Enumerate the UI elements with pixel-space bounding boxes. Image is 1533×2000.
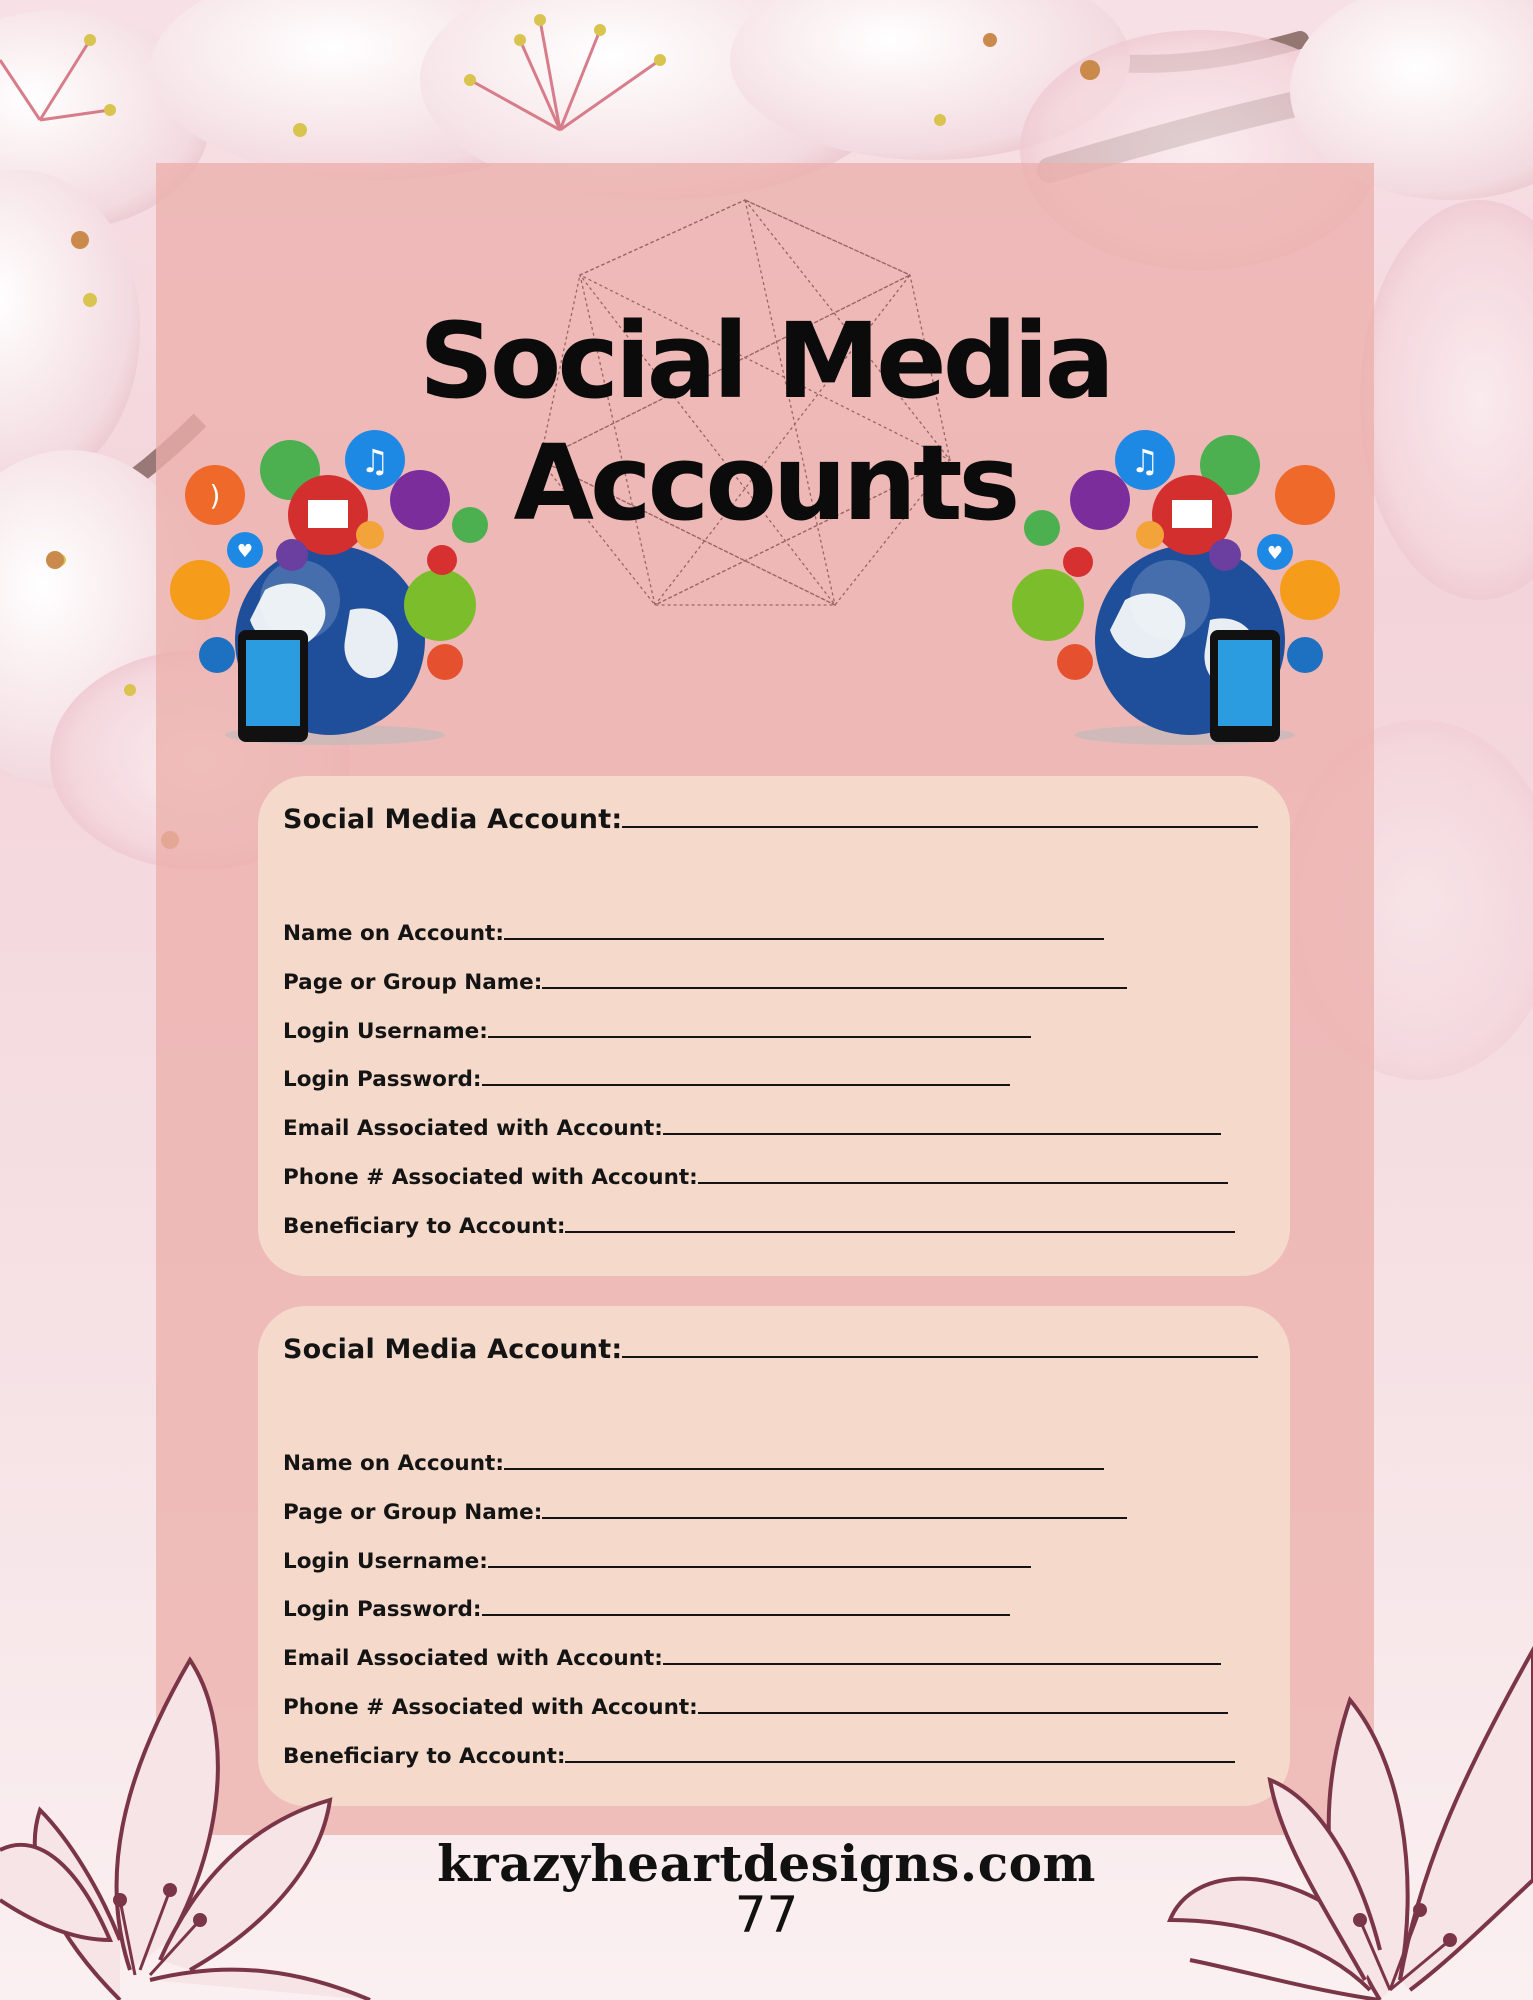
card-heading: Social Media Account: bbox=[283, 804, 1258, 835]
page-or-group-name-field[interactable]: Page or Group Name: bbox=[283, 967, 1235, 1016]
phone-associated-field[interactable]: Phone # Associated with Account: bbox=[283, 1692, 1235, 1741]
card-heading: Social Media Account: bbox=[283, 1334, 1258, 1365]
login-password-field[interactable]: Login Password: bbox=[283, 1064, 1235, 1113]
svg-text:): ) bbox=[209, 479, 221, 512]
page-or-group-name-field[interactable]: Page or Group Name: bbox=[283, 1497, 1235, 1546]
email-associated-field[interactable]: Email Associated with Account: bbox=[283, 1643, 1235, 1692]
svg-text:♫: ♫ bbox=[360, 442, 390, 480]
globe-social-media-cluster-icon bbox=[170, 430, 510, 750]
login-username-field[interactable]: Login Username: bbox=[283, 1546, 1235, 1595]
page-number: 77 bbox=[734, 1886, 799, 1944]
email-associated-field[interactable]: Email Associated with Account: bbox=[283, 1113, 1235, 1162]
name-on-account-field[interactable]: Name on Account: bbox=[283, 918, 1235, 967]
account-card-1 bbox=[258, 776, 1290, 1276]
page-title: Social Media Accounts bbox=[419, 300, 1111, 544]
account-card-2 bbox=[258, 1306, 1290, 1806]
name-on-account-field[interactable]: Name on Account: bbox=[283, 1448, 1235, 1497]
phone-associated-field[interactable]: Phone # Associated with Account: bbox=[283, 1162, 1235, 1211]
beneficiary-field[interactable]: Beneficiary to Account: bbox=[283, 1211, 1235, 1260]
svg-text:♥: ♥ bbox=[1266, 543, 1284, 564]
login-username-field[interactable]: Login Username: bbox=[283, 1016, 1235, 1065]
website-footer: krazyheartdesigns.com bbox=[437, 1834, 1096, 1893]
svg-text:♥: ♥ bbox=[236, 541, 254, 562]
flower-outline-icon bbox=[0, 1640, 380, 2000]
globe-social-media-cluster-icon bbox=[1010, 430, 1350, 750]
login-password-field[interactable]: Login Password: bbox=[283, 1594, 1235, 1643]
beneficiary-field[interactable]: Beneficiary to Account: bbox=[283, 1741, 1235, 1790]
svg-text:♫: ♫ bbox=[1130, 442, 1160, 480]
